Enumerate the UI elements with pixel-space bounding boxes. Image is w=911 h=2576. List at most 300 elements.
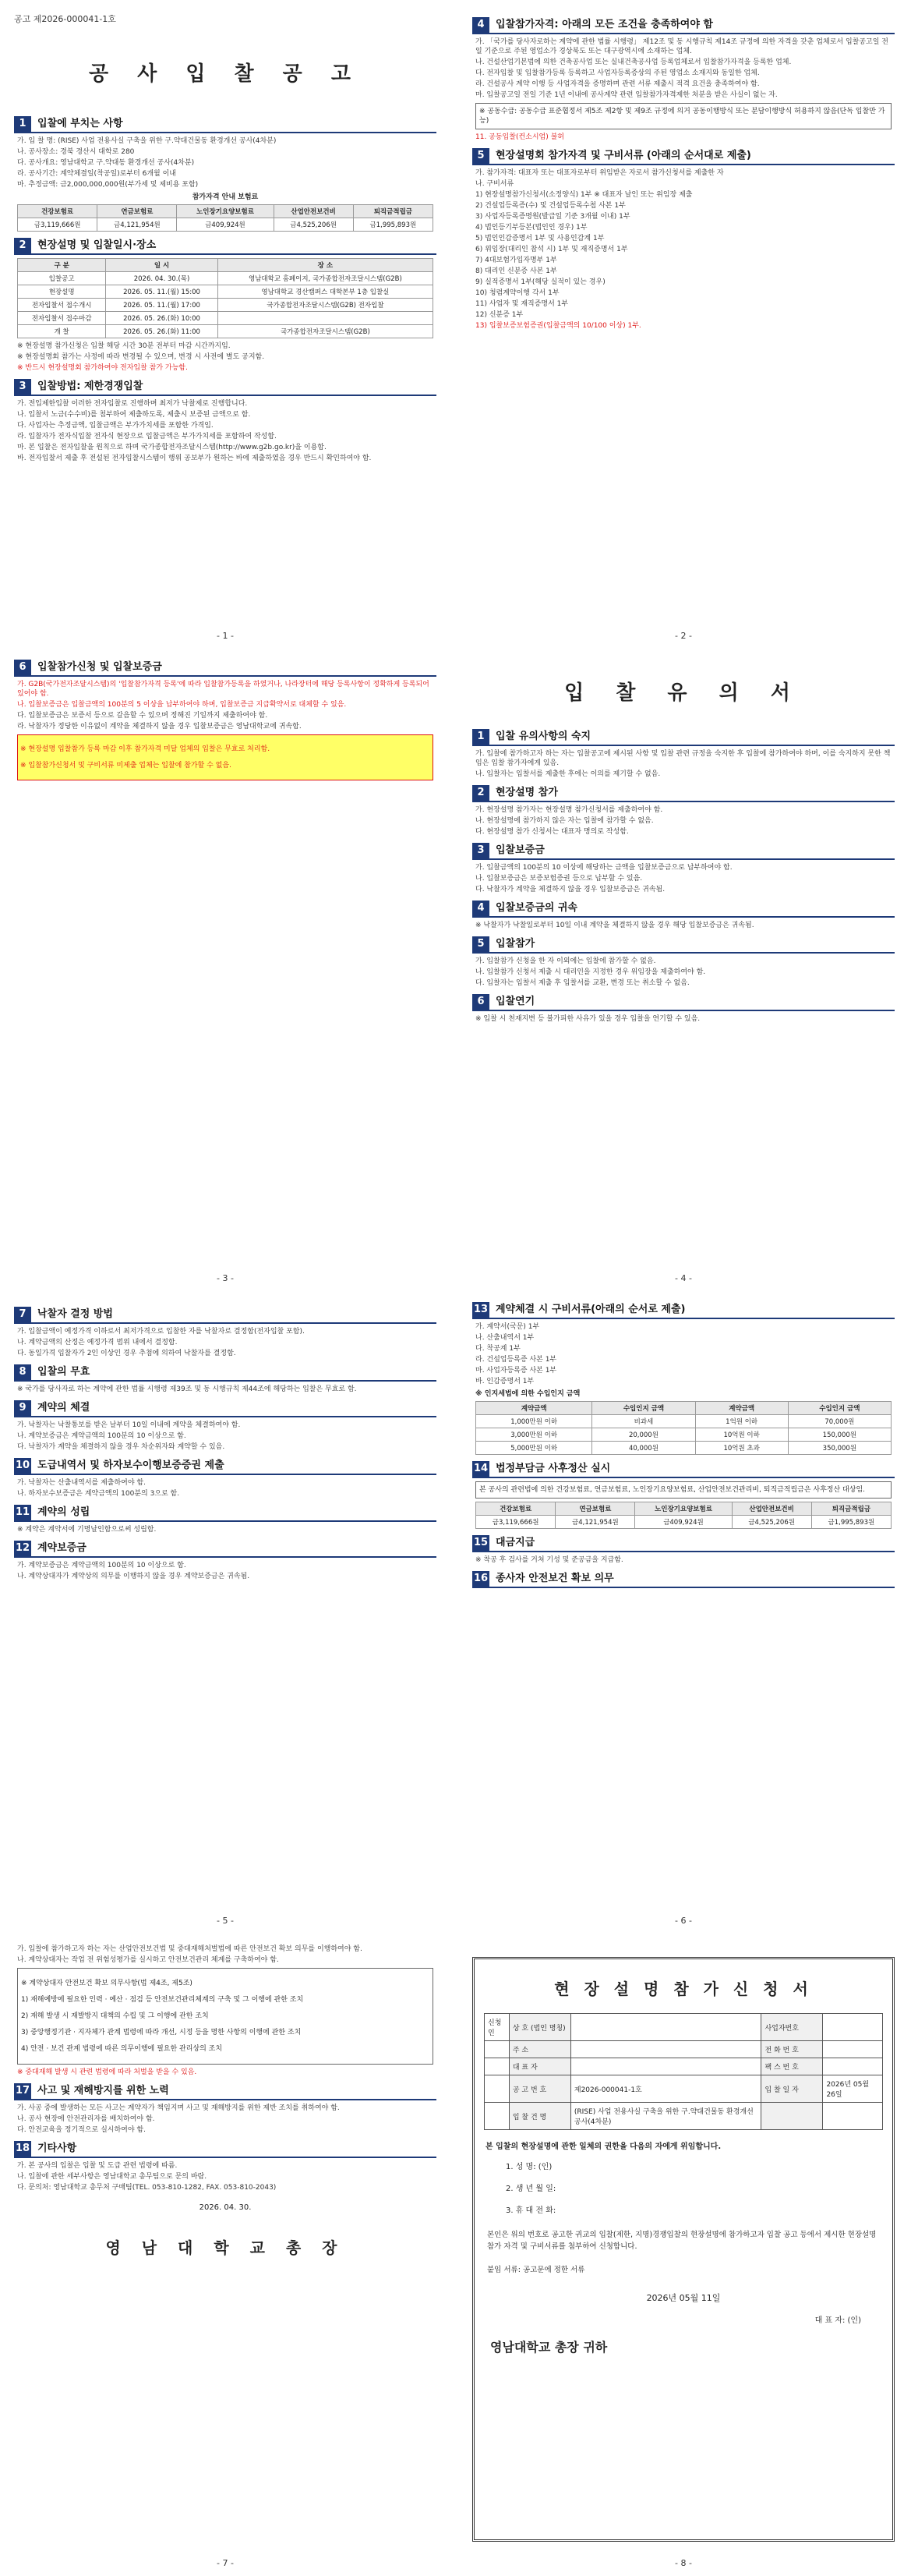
section-body <box>475 1555 892 1565</box>
text-line: 가. 참가자격: 대표자 또는 대표자로부터 위임받은 자로서 참가신청서를 제출한 자 <box>475 169 724 177</box>
table-cell: 금3,119,666원 <box>18 218 97 232</box>
red-notice: 11. 공동입찰(컨소시엄) 불허 <box>475 133 564 141</box>
red-notice: 13) 입찰보증보험증권(입찰금액의 10/100 이상) 1부. <box>475 322 641 330</box>
table-row <box>18 312 433 325</box>
text-line: 다. 사업자는 추정금액, 입찰금액은 부가가치세를 포함한 가격임. <box>17 422 214 430</box>
section-header <box>472 1461 895 1478</box>
section-title: 사고 및 재해방지를 위한 노력 <box>37 2085 169 2097</box>
form-row <box>485 2058 883 2075</box>
table-header: 계약금액 <box>476 1402 592 1415</box>
section-number: 2 <box>472 785 489 801</box>
section-number: 11 <box>14 1505 31 1520</box>
form-body: 본인은 위의 번호로 공고한 귀교의 입찰(제한, 지명)경쟁입찰의 현장설명에 참가하고자 입찰 공고 등에서 제시한 현장설명참가 자격 및 구비서류를 첨부하여 신청합니다. <box>487 2231 877 2251</box>
section-title: 종사자 안전보건 확보 의무 <box>496 1573 614 1584</box>
text-line: 바. 전자입찰서 제출 후 전설된 전자입찰시스템이 행위 공보부가 원하는 바에 제출하였음 경우 반드시 확인하여야 함. <box>17 455 372 462</box>
table-cell: 연금보험료 <box>556 1502 635 1516</box>
section-number: 1 <box>472 729 489 745</box>
text-line: ※ 착공 후 검사를 거쳐 기성 및 준공금을 지급함. <box>475 1556 623 1564</box>
section-title: 입찰참가 <box>496 938 535 950</box>
text-line: 가. 전입제한입찰 이러한 전자입찰로 진행하며 최저가 낙찰제로 진행합니다. <box>17 400 248 408</box>
section-title: 입찰보증금의 귀속 <box>496 902 577 914</box>
section-body <box>17 1421 433 1452</box>
table-cell: 금4,121,954원 <box>97 218 177 232</box>
text-line: 4) 안전 · 보건 관계 법령에 따른 의무이행에 필요한 관리상의 조치 <box>21 2045 223 2053</box>
doc-number: 공고 제2026-000041-1호 <box>14 14 116 24</box>
table-cell: 3,000만원 이하 <box>476 1428 592 1442</box>
note-box: ※ 공동수급: 공동수급 표준협정서 제5조 제2항 및 제9조 규정에 의거 공동이행방식 또는 분담이행방식 허용하지 않음(단독 입찰만 가능) <box>475 103 892 129</box>
text-line: 마. 사업자등록증 사본 1부 <box>475 1367 557 1375</box>
table-cell: 2026. 05. 11.(월) 17:00 <box>106 299 217 312</box>
section-number: 5 <box>472 148 489 164</box>
section-header <box>14 2141 436 2158</box>
text-line: ※ 계약은 계약서에 기명날인함으로써 성립함. <box>17 1526 157 1534</box>
section-body <box>475 168 892 320</box>
form-label: 공 고 번 호 <box>509 2075 570 2103</box>
section-title: 현장설명회 참가자격 및 구비서류 (아래의 순서대로 제출) <box>496 150 751 161</box>
table-cell: 70,000원 <box>788 1415 891 1428</box>
form-label: 입 찰 건 명 <box>509 2103 570 2130</box>
text-line: 가. 현장설명 참가자는 현장설명 참가신청서를 제출하여야 함. <box>475 806 663 814</box>
delegate-line: 1. 성 명: (인) <box>506 2163 553 2171</box>
section-body <box>475 1322 892 1386</box>
text-line: 9) 실적증명서 1부(해당 실적이 있는 경우) <box>475 278 606 286</box>
form-field <box>485 2103 510 2130</box>
page-number: - 2 - <box>675 631 692 641</box>
highlight-box <box>17 734 433 780</box>
form-field[interactable] <box>823 2103 883 2130</box>
text-line: 가. 입 찰 명: (RISE) 사업 전용사실 구축을 위한 구.약대건물동 환경개선 공사(4차분) <box>17 137 277 145</box>
section-body <box>17 2161 433 2192</box>
section-number: 4 <box>472 901 489 916</box>
delegate-line: 3. 휴 대 전 화: <box>506 2206 556 2215</box>
form-row <box>485 2075 883 2103</box>
section-number: 16 <box>472 1571 489 1587</box>
applicant: 대 표 자: (인) <box>814 2316 861 2325</box>
text-line: 라. 낙찰자가 정당한 이유없이 계약을 체결하지 않을 경우 입찰보증금은 영남대학교에 귀속함. <box>17 723 302 731</box>
table-cell: 금4,525,206원 <box>274 218 353 232</box>
section-header <box>472 785 895 802</box>
table-cell: 2026. 05. 26.(화) 11:00 <box>106 325 217 338</box>
text-line: 라. 공사기간: 계약체결일(착공일)로부터 6개월 이내 <box>17 170 176 178</box>
attachment-note: 붙임 서류: 공고문에 정한 서류 <box>487 2266 585 2274</box>
text-line: 다. 현장설명 참가 신청서는 대표자 명의로 작성함. <box>475 828 629 836</box>
form-field: 신청인 <box>485 2014 510 2041</box>
section-body <box>475 749 892 779</box>
text-line: 가. 입찰에 참가하고자 하는 자는 입찰공고에 제시된 사항 및 입찰 관련 규정을 숙지한 후 입찰에 참가하여야 하며, 이를 숙지하지 못한 책임은 입찰 참가자에게 있음. <box>475 750 891 767</box>
form-label: 팩 스 번 호 <box>761 2058 823 2075</box>
form-label: 전 화 번 호 <box>761 2041 823 2058</box>
sections <box>6 2083 444 2192</box>
section-title: 낙찰자 결정 방법 <box>37 1308 113 1320</box>
text-line: 가. 계약보증금은 계약금액의 100분의 10 이상으로 함. <box>17 1562 186 1569</box>
text-line: 가. 계약서(국문) 1부 <box>475 1323 540 1331</box>
section-body <box>475 957 892 988</box>
form-row <box>485 2103 883 2130</box>
section-header <box>14 2083 436 2100</box>
table-caption: ※ 인지세법에 의한 수입인지 금액 <box>475 1390 581 1398</box>
section-body <box>17 1327 433 1358</box>
schedule-table <box>17 258 433 338</box>
text-line: 가. 입찰참가 신청을 한 자 이외에는 입찰에 참가할 수 없음. <box>475 957 656 965</box>
form-row <box>485 2041 883 2058</box>
page-5 <box>6 1291 444 1930</box>
red-lines <box>17 680 433 709</box>
form-label: 입 찰 일 자 <box>761 2075 823 2103</box>
section-number: 6 <box>472 994 489 1010</box>
section-title: 대금지급 <box>496 1537 535 1548</box>
text-line: ※ 현장설명 참가신청은 입찰 해당 시간 30분 전부터 마감 시간까지임. <box>17 342 231 350</box>
section-body <box>475 1014 892 1024</box>
form-field[interactable] <box>823 2041 883 2058</box>
form-field <box>485 2075 510 2103</box>
table-cell: 1억원 이하 <box>695 1415 788 1428</box>
table-cell: 비과세 <box>592 1415 695 1428</box>
table-cell: 영남대학교 홈페이지, 국가종합전자조달시스템(G2B) <box>217 272 433 285</box>
text-line: ※ 입찰 시 천재지변 등 불가피한 사유가 있을 경우 입찰을 연기할 수 있음. <box>475 1015 701 1023</box>
form-table <box>484 2013 883 2130</box>
note-box: 본 공사의 관련법에 의한 건강보험료, 연금보험료, 노인장기요양보험료, 산업안전보건관리비, 퇴직금적립금은 사후정산 대상임. <box>475 1481 892 1499</box>
table-header: 계약금액 <box>695 1402 788 1415</box>
delegates <box>506 2160 861 2218</box>
text-line: 1) 현장설명참가신청서(소정양식) 1부 ※ 대표자 날인 또는 위임장 제출 <box>475 191 693 199</box>
red-notice: ※ 중대재해 발생 시 관련 법령에 따라 처벌을 받을 수 있음. <box>17 2068 197 2076</box>
intro-body <box>17 1944 433 1965</box>
text-line: 가. 입찰에 참가하고자 하는 자는 산업안전보건법 및 중대재해처벌법에 따른 안전보건 확보 의무를 이행하여야 함. <box>17 1945 362 1953</box>
section-header <box>472 148 895 165</box>
page-number: - 4 - <box>675 1273 692 1283</box>
text-line: 4) 법인등기부등본(법인인 경우) 1부 <box>475 224 588 232</box>
text-line: 다. 동일가격 입찰자가 2인 이상인 경우 추첨에 의하여 낙찰자를 결정함. <box>17 1350 236 1357</box>
section-title: 도급내역서 및 하자보수이행보증증권 제출 <box>37 1460 224 1471</box>
text-line: 마. 본 입찰은 전자입찰을 원칙으로 하며 국가종합전자조달시스템(http://www.g2b.go.kr)을 이용함. <box>17 444 327 451</box>
delegate-notice: 본 입찰의 현장설명에 관한 일체의 권한을 다음의 자에게 위임합니다. <box>486 2143 722 2151</box>
table-cell: 350,000원 <box>788 1442 891 1455</box>
form-field[interactable] <box>570 2014 761 2041</box>
text-line: 나. 입찰서 노금(수수비)를 첨부하여 제출하도록, 제출시 보증된 금액으로 함. <box>17 411 251 419</box>
form-field <box>485 2041 510 2058</box>
form-field[interactable] <box>823 2058 883 2075</box>
sections <box>6 1307 444 1581</box>
section-number: 6 <box>14 660 31 675</box>
text-line: ※ 현장설명회 참가는 사정에 따라 변경될 수 있으며, 변경 시 사전에 별도 공지함. <box>17 353 265 361</box>
text-line: 나. 하자보수보증금은 계약금액의 100분의 3으로 함. <box>17 1490 180 1498</box>
section-number: 10 <box>14 1458 31 1474</box>
section-title: 계약의 성립 <box>37 1506 90 1518</box>
table-cell: 노인장기요양보험료 <box>635 1502 732 1516</box>
section-header <box>14 238 436 255</box>
page-number: - 1 - <box>217 631 234 641</box>
form-label: 주 소 <box>509 2041 570 2058</box>
section-header <box>472 936 895 954</box>
table-cell: 개 찰 <box>18 325 106 338</box>
section-body <box>17 1525 433 1534</box>
section-header <box>14 1307 436 1324</box>
page-number: - 5 - <box>217 1916 234 1926</box>
table-row <box>18 299 433 312</box>
text-line: 다. 안전교육을 정기적으로 실시하여야 함. <box>17 2126 146 2134</box>
section-body <box>475 37 892 100</box>
section-number: 18 <box>14 2141 31 2157</box>
form-field: 제2026-000041-1호 <box>570 2075 761 2103</box>
table-cell: 10억원 초과 <box>695 1442 788 1455</box>
table-cell: 금1,995,893원 <box>811 1516 891 1529</box>
section-body <box>17 1561 433 1581</box>
section-title: 입찰연기 <box>496 996 535 1007</box>
section-header <box>14 116 436 133</box>
text-line: 나. 입찰자는 입찰서를 제출한 후에는 이의를 제기할 수 없음. <box>475 770 661 778</box>
text-line: 다. 착공계 1부 <box>475 1345 521 1353</box>
section-title: 입찰에 부치는 사항 <box>37 118 123 129</box>
application-date: 2026년 05월 11일 <box>646 2293 721 2303</box>
section-body <box>17 2104 433 2135</box>
section-header <box>14 1458 436 1475</box>
text-line: 2) 재해 발생 시 재발방지 대책의 수립 및 그 이행에 관한 조치 <box>21 2012 209 2020</box>
table-cell: 산업안전보건비 <box>732 1502 811 1516</box>
section-header <box>14 1505 436 1522</box>
application-form <box>472 1957 895 2542</box>
text-line: 3) 중앙행정기관 · 지자체가 관계 법령에 따라 개선, 시정 등을 명한 사항의 이행에 관한 조치 <box>21 2029 302 2036</box>
form-field <box>485 2058 510 2075</box>
section-body <box>475 921 892 930</box>
form-title: 현 장 설 명 참 가 신 청 서 <box>554 1980 813 1998</box>
section-number: 14 <box>472 1461 489 1477</box>
form-label <box>761 2103 823 2130</box>
section-title: 계약의 체결 <box>37 1402 90 1414</box>
table-cell: 1,000만원 이하 <box>476 1415 592 1428</box>
page-number: - 6 - <box>675 1916 692 1926</box>
text-line: ※ 국가를 당사자로 하는 계약에 관한 법률 시행령 제39조 및 동 시행규칙 제44조에 해당하는 입찰은 무효로 함. <box>17 1385 357 1393</box>
text-line: 나. 공사장소: 경북 경산시 대학로 280 <box>17 148 135 156</box>
table-cell: 금3,119,666원 <box>476 1516 556 1529</box>
text-line: 나. 계약상대자가 계약상의 의무를 이행하지 않을 경우 계약보증금은 귀속됨. <box>17 1573 250 1580</box>
text-line: 7) 4대보험가입자명부 1부 <box>475 257 557 264</box>
table-caption: 참가자격 안내 보험료 <box>192 193 259 201</box>
text-line: 2) 건설업등록증(수) 및 건설업등록수첩 사본 1부 <box>475 202 626 210</box>
section-title: 입찰참가자격: 아래의 모든 조건을 충족하여야 함 <box>496 19 713 30</box>
section-header <box>14 660 436 677</box>
text-line: 가. G2B(국가전자조달시스템)의 '입찰참가자격 등록'에 따라 입찰참가등록을 하였거나, 나라장터에 해당 등록사항이 정확하게 등록되어 있어야 함. <box>17 681 429 698</box>
text-line: 가. 사공 중에 발생하는 모든 사고는 계약자가 책임지며 사고 및 재해방지를 위한 제반 조치를 취하여야 함. <box>17 2104 340 2112</box>
text-line: 11) 사업자 및 재직증명서 1부 <box>475 300 569 308</box>
text-line: 나. 현장설명에 참가하지 않은 자는 입찰에 참가할 수 없음. <box>475 817 654 825</box>
page-7 <box>6 1934 444 2573</box>
section-header <box>472 901 895 918</box>
text-line: 5) 법인인감증명서 1부 및 사용인감계 1부 <box>475 235 605 242</box>
table-cell: 150,000원 <box>788 1428 891 1442</box>
text-line: 다. 입찰자는 입찰서 제출 후 입찰서를 교환, 변경 또는 취소할 수 없음. <box>475 979 690 987</box>
text-line: 나. 입찰보증금은 입찰금액의 100분의 5 이상을 납부하여야 하며, 입찰보증금 지급확약서로 대체할 수 있음. <box>17 701 347 709</box>
section-header <box>14 379 436 396</box>
section-number: 5 <box>472 936 489 952</box>
text-line: 다. 공사개요: 영남대학교 구.약대동 환경개선 공사(4차분) <box>17 159 195 167</box>
table-cell: 연금보험료 <box>97 205 177 218</box>
table-cell: 국가종합전자조달시스템(G2B) 전자입찰 <box>217 299 433 312</box>
table-cell: 2026. 05. 11.(월) 15:00 <box>106 285 217 299</box>
table-header: 장 소 <box>217 259 433 272</box>
table-header: 수입인지 금액 <box>788 1402 891 1415</box>
section-header <box>14 1400 436 1417</box>
table-cell: 금409,924원 <box>177 218 274 232</box>
text-line: 다. 전자입찰 및 입찰참가등록 등록하고 사업자등록증상의 주된 영업소 소재지와 동일한 업체. <box>475 69 760 77</box>
text-line: 가. 입찰금액이 예정가격 이하로서 최저가격으로 입찰한 자를 낙찰자로 결정함(전자입찰 포함). <box>17 1328 305 1336</box>
text-line: 다. 문의처: 영남대학교 총무처 구매팀(TEL. 053-810-1282, FAX. 053-810-2043) <box>17 2184 277 2192</box>
text-line: 나. 계약보증금은 계약금액의 100분의 10 이상으로 함. <box>17 1432 186 1440</box>
table-cell: 현장설명 <box>18 285 106 299</box>
section-number: 3 <box>14 379 31 395</box>
text-line: 나. 공사 현장에 안전관리자를 배치하여야 함. <box>17 2115 155 2123</box>
recipient: 영남대학교 총장 귀하 <box>490 2340 608 2355</box>
section-header <box>472 843 895 860</box>
table-cell: 전자입찰서 접수마감 <box>18 312 106 325</box>
section-body <box>17 399 433 463</box>
page-2 <box>464 6 902 646</box>
section-title: 계약보증금 <box>37 1542 87 1554</box>
section-title: 법정부담금 사후정산 실시 <box>496 1463 611 1474</box>
text-line: 다. 낙찰자가 계약을 체결하지 않을 경우 차순위자와 계약할 수 있음. <box>17 1443 225 1451</box>
form-label: 상 호 (법인 명칭) <box>509 2014 570 2041</box>
text-line: 나. 건설산업기본법에 의한 건축공사업 또는 실내건축공사업 등록업체로서 입찰참가자격을 등록한 업체. <box>475 58 792 66</box>
table-cell: 5,000만원 이하 <box>476 1442 592 1455</box>
section-header <box>472 994 895 1011</box>
premium-table <box>475 1502 892 1529</box>
signature: 영 남 대 학 교 총 장 <box>105 2238 345 2257</box>
page-6 <box>464 1291 902 1930</box>
section-number: 15 <box>472 1535 489 1551</box>
section-body <box>17 711 433 731</box>
section-header <box>14 1541 436 1558</box>
text-line: 1) 재해예방에 필요한 인력 · 예산 · 점검 등 안전보건관리체계의 구축 및 그 이행에 관한 조치 <box>21 1996 304 2004</box>
red-notice: ※ 반드시 현장설명회 참가하여야 전자입찰 참가 가능함. <box>17 364 188 372</box>
table-header-row <box>18 259 433 272</box>
text-line: 가. 낙찰자는 산출내역서를 제출하여야 함. <box>17 1479 146 1487</box>
text-line: ※ 낙찰자가 낙찰일로부터 10일 이내 계약을 체결하지 않을 경우 해당 입찰보증금은 귀속됨. <box>475 922 754 929</box>
table-row <box>18 325 433 338</box>
text-line: 라. 건설업등록증 사본 1부 <box>475 1356 557 1364</box>
text-line: 나. 계약상대자는 작업 전 위험성평가를 실시하고 안전보건관리 체계를 구축하여야 함. <box>17 1956 279 1964</box>
text-line: 나. 계약금액의 산정은 예정가격 범위 내에서 결정함. <box>17 1339 178 1346</box>
section-title: 입찰보증금 <box>496 844 545 856</box>
text-line: 나. 입찰에 관한 세부사항은 영남대학교 총무팀으로 문의 바람. <box>17 2173 207 2181</box>
page-1 <box>6 6 444 646</box>
table-cell: 금4,525,206원 <box>732 1516 811 1529</box>
section-title: 입찰참가신청 및 입찰보증금 <box>37 661 162 673</box>
page-number: - 3 - <box>217 1273 234 1283</box>
text-line: 마. 입찰공고일 전일 기준 1년 이내에 공사계약 관련 입찰참가자격제한 처분을 받은 사실이 없는 자. <box>475 91 778 99</box>
text-line: 가. 본 공사의 입찰은 입찰 및 도급 관련 법령에 따름. <box>17 2162 178 2170</box>
text-line: ※ 계약상대자 안전보건 확보 의무사항(법 제4조, 제5조) <box>21 1980 192 1987</box>
page-number: - 7 - <box>217 2558 234 2568</box>
text-line: 나. 입찰보증금은 보증보험증권 등으로 납부할 수 있음. <box>475 875 643 883</box>
table-cell: 금409,924원 <box>635 1516 732 1529</box>
section-body <box>475 805 892 837</box>
section-title: 입찰 유의사항의 숙지 <box>496 731 591 742</box>
section-number: 4 <box>472 17 489 33</box>
table-row <box>18 272 433 285</box>
table-header-row <box>476 1402 892 1415</box>
text-line: 12) 신분증 1부 <box>475 311 524 319</box>
text-line: 가. 입찰금액의 100분의 10 이상에 해당하는 금액을 입찰보증금으로 납부하여야 함. <box>475 864 733 872</box>
text-line: 가. 낙찰자는 낙찰통보를 받은 날부터 10일 이내에 계약을 체결하여야 함. <box>17 1421 241 1429</box>
page-3 <box>6 649 444 1288</box>
section-number: 12 <box>14 1541 31 1556</box>
form-field[interactable] <box>823 2014 883 2041</box>
text-line: 라. 입찰자가 전자식입찰 전자식 현장으로 입찰금액은 부가가치세를 포함하여 작성함. <box>17 433 277 441</box>
page-title: 공 사 입 찰 공 고 <box>89 62 362 86</box>
stamp-table <box>475 1401 892 1455</box>
section-header <box>472 1535 895 1552</box>
text-line: 나. 입찰참가 신청서 제출 시 대리인을 지정한 경우 위임장을 제출하여야 함. <box>475 968 706 976</box>
page-4 <box>464 649 902 1288</box>
text-line: 마. 추정금액: 금2,000,000,000원(부가세 및 제비용 포함) <box>17 181 199 189</box>
table-header: 구 분 <box>18 259 106 272</box>
section-title: 입찰방법: 제한경쟁입찰 <box>37 380 143 392</box>
text-line: 다. 낙찰자가 계약을 체결하지 않을 경우 입찰보증금은 귀속됨. <box>475 886 666 893</box>
section-number: 8 <box>14 1364 31 1380</box>
table-cell: 건강보험료 <box>18 205 97 218</box>
section-header <box>472 1571 895 1588</box>
section-number: 9 <box>14 1400 31 1416</box>
table-cell: 전자입찰서 접수개시 <box>18 299 106 312</box>
table-cell: 20,000원 <box>592 1428 695 1442</box>
section-body <box>17 1478 433 1499</box>
section-body <box>17 1385 433 1394</box>
premium-table <box>17 204 433 232</box>
section-body <box>17 136 433 189</box>
table-cell: 퇴직금적립금 <box>811 1502 891 1516</box>
delegate-line: 2. 생 년 월 일: <box>506 2185 556 2193</box>
table-cell: 금4,121,954원 <box>556 1516 635 1529</box>
text-line: 바. 인감증명서 1부 <box>475 1378 535 1385</box>
table-cell: 건강보험료 <box>476 1502 556 1516</box>
text-line: 가. 「국가를 당사자로하는 계약에 관한 법률 시행령」 제12조 및 동 시행규칙 제14조 규정에 의한 자격을 갖춘 업체로서 입찰공고일 전일 기준으로 주된 영업소가 경상북도 또는 대구광역시에 소재하는 업체. <box>475 38 888 55</box>
section-number: 7 <box>14 1307 31 1322</box>
text-line: 3) 사업자등록증명원(발급일 기준 3개월 이내) 1부 <box>475 213 630 221</box>
table-cell: 10억원 이하 <box>695 1428 788 1442</box>
table-cell: 국가종합전자조달시스템(G2B) <box>217 325 433 338</box>
table-header: 일 시 <box>106 259 217 272</box>
section-header <box>14 1364 436 1382</box>
table-cell: 영남대학교 경산캠퍼스 대학본부 1층 입찰실 <box>217 285 433 299</box>
table-cell: 2026. 05. 26.(화) 10:00 <box>106 312 217 325</box>
table-cell: 산업안전보건비 <box>274 205 353 218</box>
table-cell: 노인장기요양보험료 <box>177 205 274 218</box>
section-number: 13 <box>472 1302 489 1318</box>
form-field: (RISE) 사업 전용사실 구축을 위한 구.약대건물동 환경개선 공사(4차분) <box>570 2103 761 2130</box>
table-cell: 40,000원 <box>592 1442 695 1455</box>
section-body <box>475 863 892 894</box>
text-line: 나. 산출내역서 1부 <box>475 1334 535 1342</box>
section-header <box>472 729 895 746</box>
table-row <box>18 285 433 299</box>
table-header: 수입인지 금액 <box>592 1402 695 1415</box>
section-number: 17 <box>14 2083 31 2099</box>
section-title: 현장설명 참가 <box>496 787 558 798</box>
table-cell: 2026. 04. 30.(목) <box>106 272 217 285</box>
section-number: 3 <box>472 843 489 858</box>
section-number: 2 <box>14 238 31 253</box>
form-field[interactable] <box>570 2058 761 2075</box>
section-header <box>472 17 895 34</box>
section-number: 1 <box>14 116 31 132</box>
section-notes <box>17 341 433 362</box>
text-line: ※ 현장설명 입찰참가 등록 마감 이후 참가자격 미달 업체의 입찰은 무효로 처리함. <box>20 745 270 753</box>
form-row <box>485 2014 883 2041</box>
text-line: ※ 입찰참가신청서 및 구비서류 미제출 업체는 입찰에 참가할 수 없음. <box>20 762 231 770</box>
text-line: 8) 대리인 신분증 사본 1부 <box>475 267 557 275</box>
table-row <box>476 1415 892 1428</box>
section-title: 현장설명 및 입찰일시·장소 <box>37 239 157 251</box>
form-field[interactable] <box>570 2041 761 2058</box>
